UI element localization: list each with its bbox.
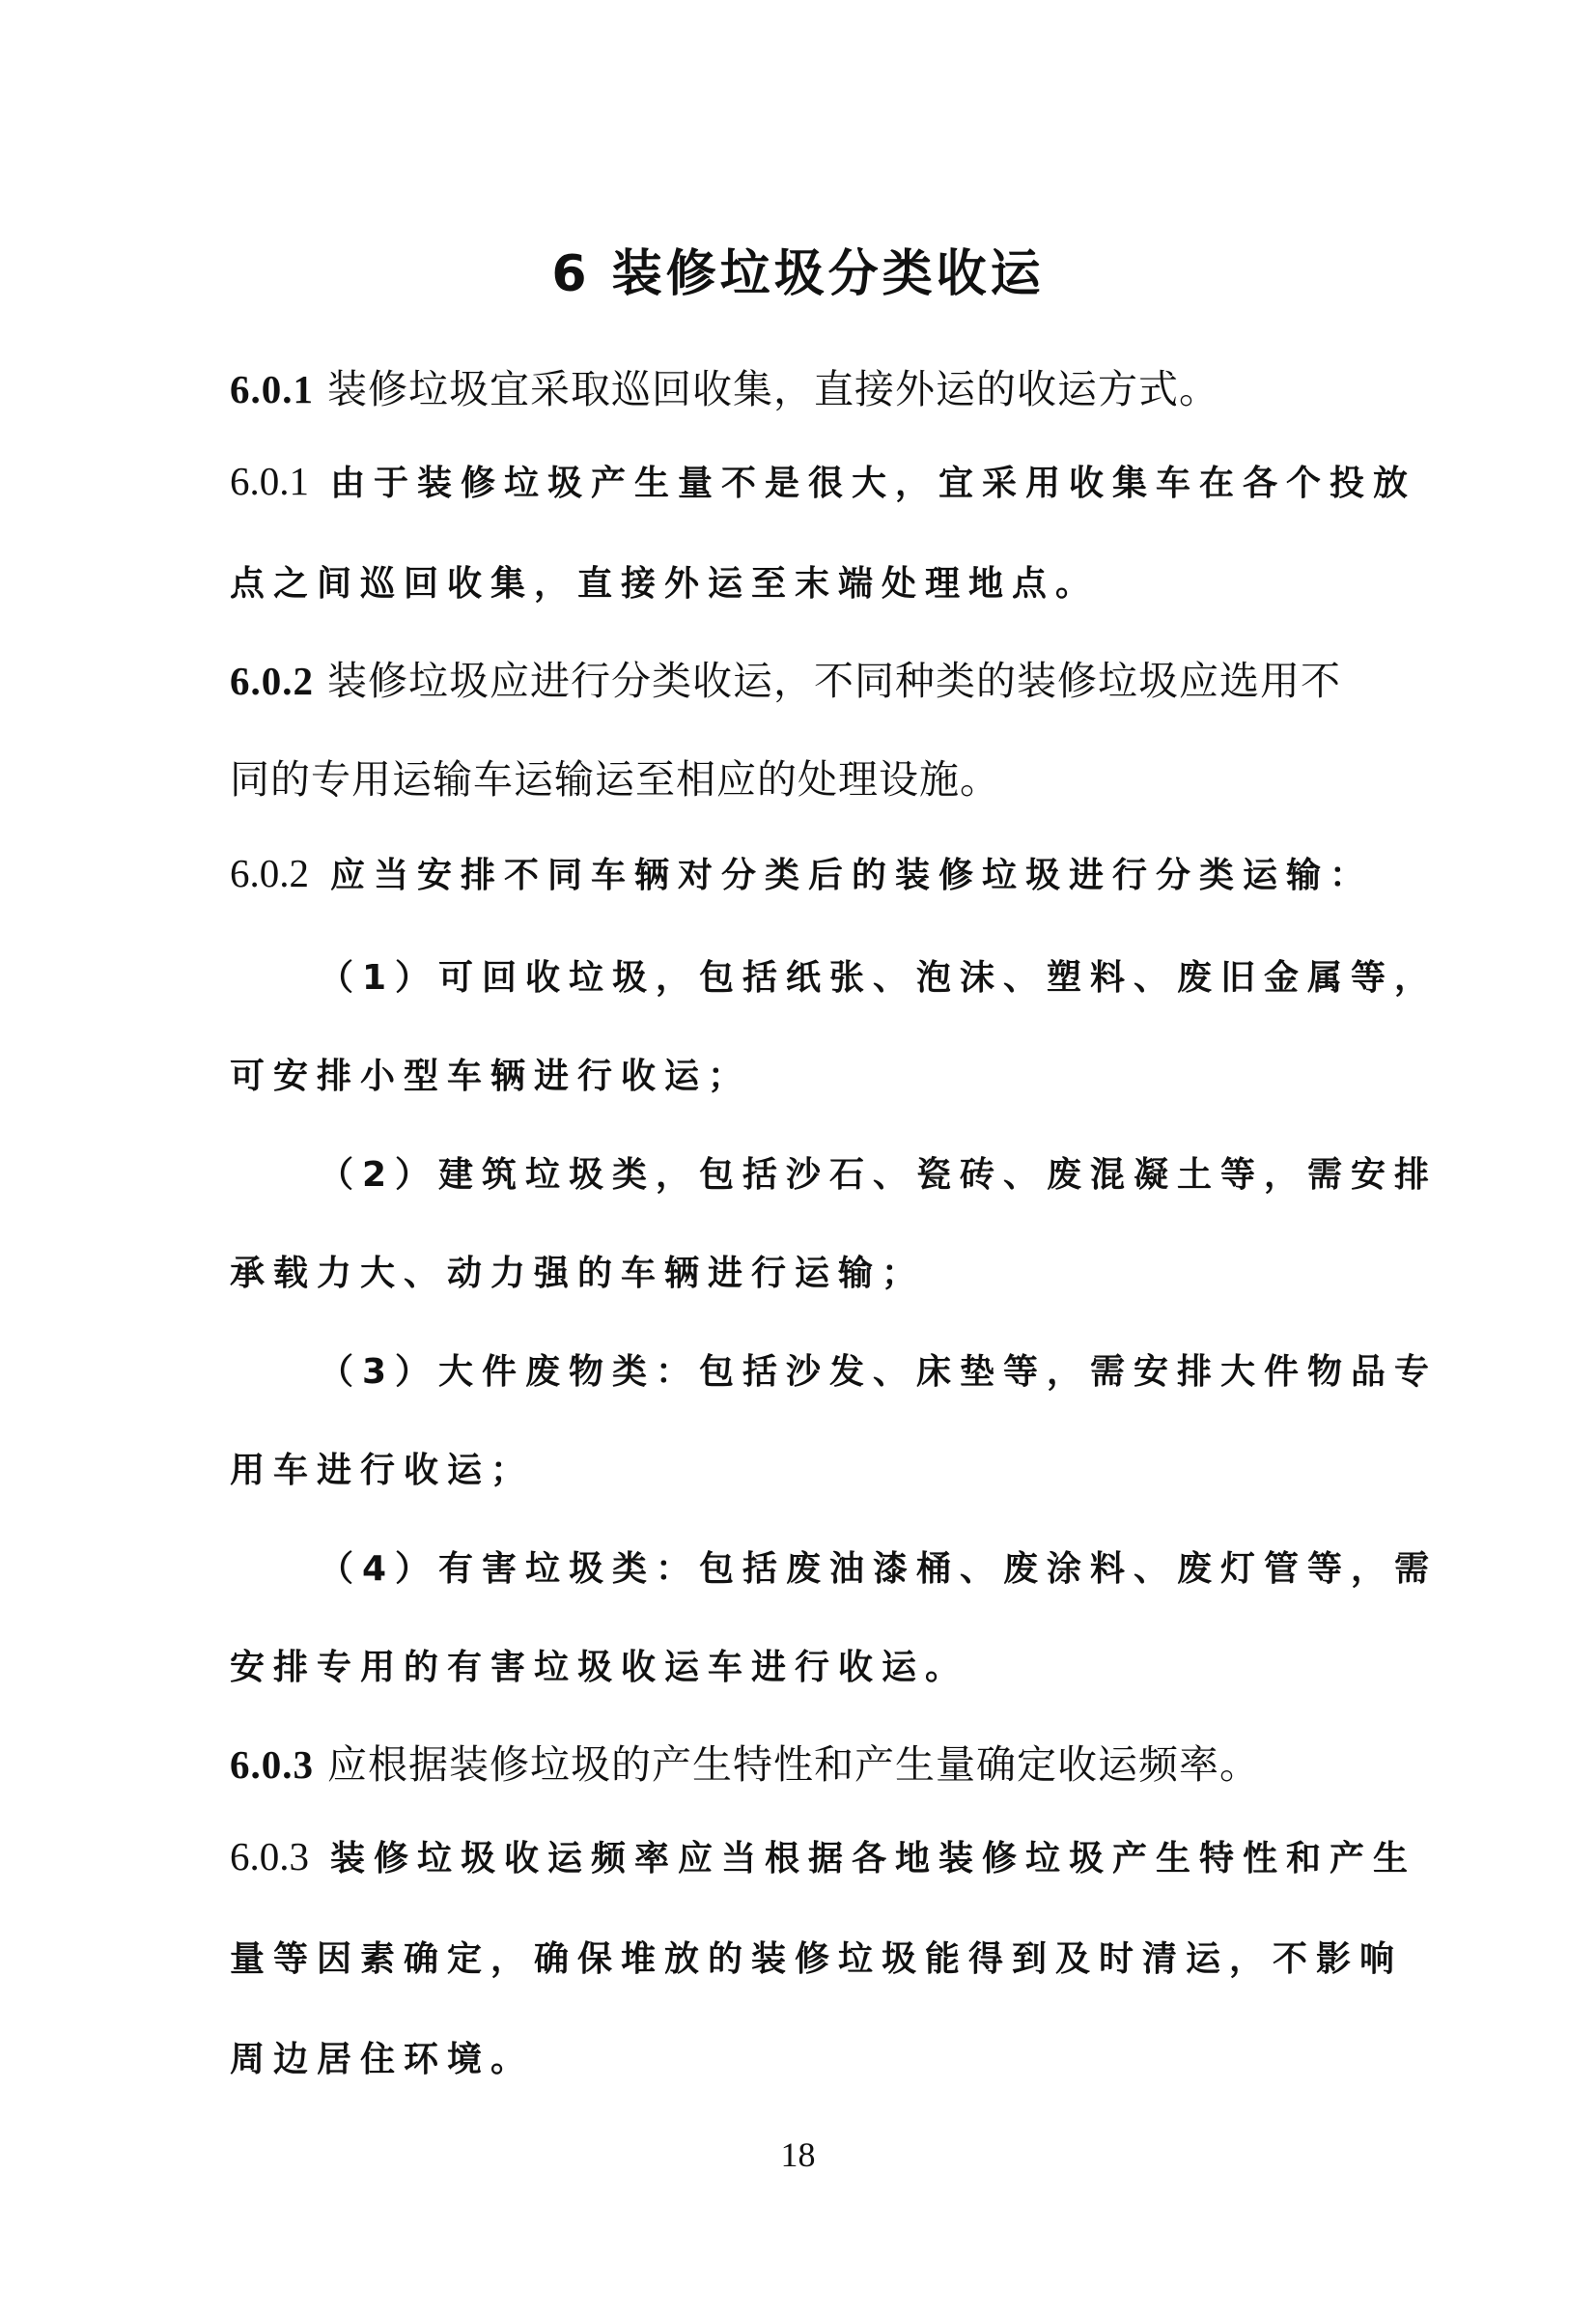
- explanation-number: 6.0.3: [230, 1834, 309, 1878]
- clause-6-0-2-line-1: [230, 649, 1388, 706]
- explanation-6-0-3-line-1: [230, 1831, 1417, 1880]
- list-item-4-line-1: （4）有害垃圾类：包括废油漆桶、废涂料、废灯管等，需: [319, 1549, 1439, 1589]
- explanation-6-0-2-line-1: [230, 848, 1388, 897]
- list-item-3-line-1: （3）大件废物类：包括沙发、床垫等，需安排大件物品专: [319, 1352, 1439, 1392]
- list-item-4-line-2: 安排专用的有害垃圾收运车进行收运。: [230, 1648, 969, 1687]
- chapter-title: 6 装修垃圾分类收运: [551, 245, 1045, 303]
- clause-text: 应根据装修垃圾的产生特性和产生量确定收运频率。: [327, 1741, 1260, 1788]
- clause-text: 装修垃圾应进行分类收运，不同种类的装修垃圾应选用不: [327, 658, 1341, 704]
- explanation-number: 6.0.1: [230, 459, 309, 503]
- page-number: 18: [780, 2135, 816, 2174]
- clause-6-0-1: [230, 357, 1388, 414]
- explanation-text: 由于装修垃圾产生量不是很大，宜采用收集车在各个投放: [330, 464, 1417, 503]
- clause-number: 6.0.1: [230, 367, 314, 411]
- list-item-2-line-1: （2）建筑垃圾类，包括沙石、瓷砖、废混凝土等，需安排: [319, 1155, 1439, 1195]
- explanation-6-0-1-line-2: 点之间巡回收集，直接外运至末端处理地点。: [230, 564, 1100, 604]
- list-item-2-line-2: 承载力大、动力强的车辆进行运输；: [230, 1254, 926, 1293]
- clause-6-0-2-line-2: 同的专用运输车运输运至相应的处理设施。: [230, 756, 1000, 803]
- explanation-text: 装修垃圾收运频率应当根据各地装修垃圾产生特性和产生: [330, 1839, 1417, 1878]
- clause-text: 装修垃圾宜采取巡回收集，直接外运的收运方式。: [327, 366, 1219, 412]
- explanation-6-0-1-line-1: [230, 456, 1417, 505]
- list-item-1-line-2: 可安排小型车辆进行收运；: [230, 1057, 752, 1096]
- explanation-6-0-3-line-2: 量等因素确定，确保堆放的装修垃圾能得到及时清运，不影响: [230, 1939, 1404, 1979]
- explanation-6-0-3-line-3: 周边居住环境。: [230, 2040, 535, 2079]
- clause-number: 6.0.3: [230, 1742, 314, 1787]
- clause-6-0-3: [230, 1733, 1388, 1790]
- list-item-3-line-2: 用车进行收运；: [230, 1451, 535, 1490]
- list-item-1-line-1: （1）可回收垃圾，包括纸张、泡沫、塑料、废旧金属等，: [319, 958, 1439, 998]
- explanation-number: 6.0.2: [230, 851, 309, 895]
- clause-number: 6.0.2: [230, 659, 314, 703]
- explanation-text: 应当安排不同车辆对分类后的装修垃圾进行分类运输：: [330, 856, 1374, 895]
